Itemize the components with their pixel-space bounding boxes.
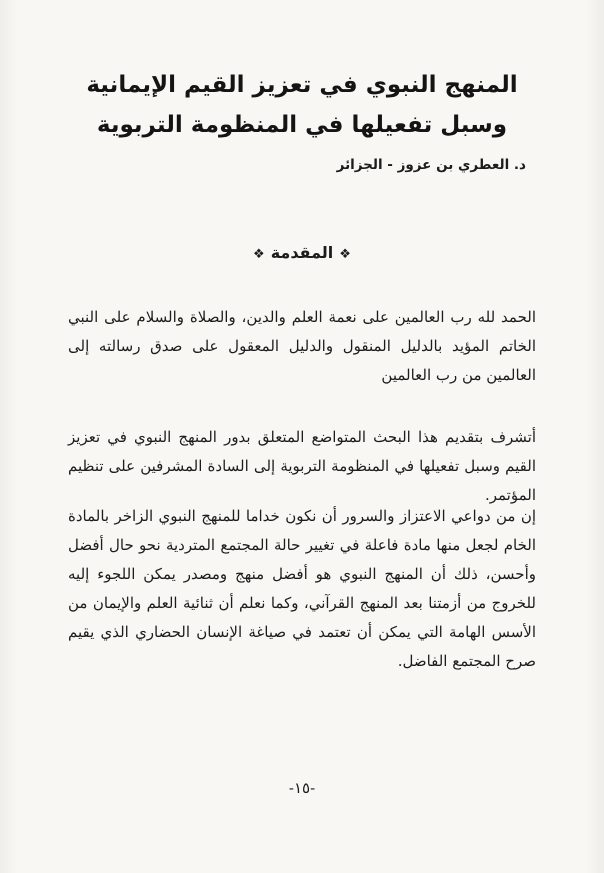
section-heading — [0, 243, 604, 262]
diamond-ornament-icon: ❖ — [339, 247, 351, 262]
article-title-line-1: المنهج النبوي في تعزيز القيم الإيمانية — [86, 72, 518, 98]
paragraph-1: الحمد لله رب العالمين على نعمة العلم والدين، والصلاة والسلام على النبي الخاتم المؤيد بالدليل المنقول والدليل المعقول على صدق رسالته إلى العالمين من رب العالمين — [68, 308, 536, 384]
author-byline: د. العطري بن عزوز - الجزائر — [336, 157, 526, 173]
paragraph-2: أتشرف بتقديم هذا البحث المتواضع المتعلق بدور المنهج النبوي في تعزيز القيم وسبل تفعيلها في المنظومة التربوية إلى السادة المشرفين على تنظيم المؤتمر. — [68, 428, 536, 504]
article-title-line-2: وسبل تفعيلها في المنظومة التربوية — [96, 112, 508, 138]
diamond-ornament-icon: ❖ — [253, 247, 265, 262]
paragraph-3: إن من دواعي الاعتزاز والسرور أن نكون خداما للمنهج النبوي الزاخر بالمادة الخام لجعل منها مادة فاعلة في تغيير حالة المجتمع المتردية نحو حال أفضل وأحسن، ذلك أن المنهج النبوي هو أفضل منهج ومصدر يمكن اللجوء إليه للخروج من أزمتنا بعد المنهج القرآني، وكما نعلم أن ثنائية العلم والإيمان من الأسس الهامة التي يمكن أن تعتمد في صياغة الإنسان الحضاري الذي يقيم صرح المجتمع الفاضل. — [68, 507, 536, 670]
page-number: -١٥- — [288, 779, 316, 797]
section-heading-text: المقدمة — [270, 243, 334, 262]
